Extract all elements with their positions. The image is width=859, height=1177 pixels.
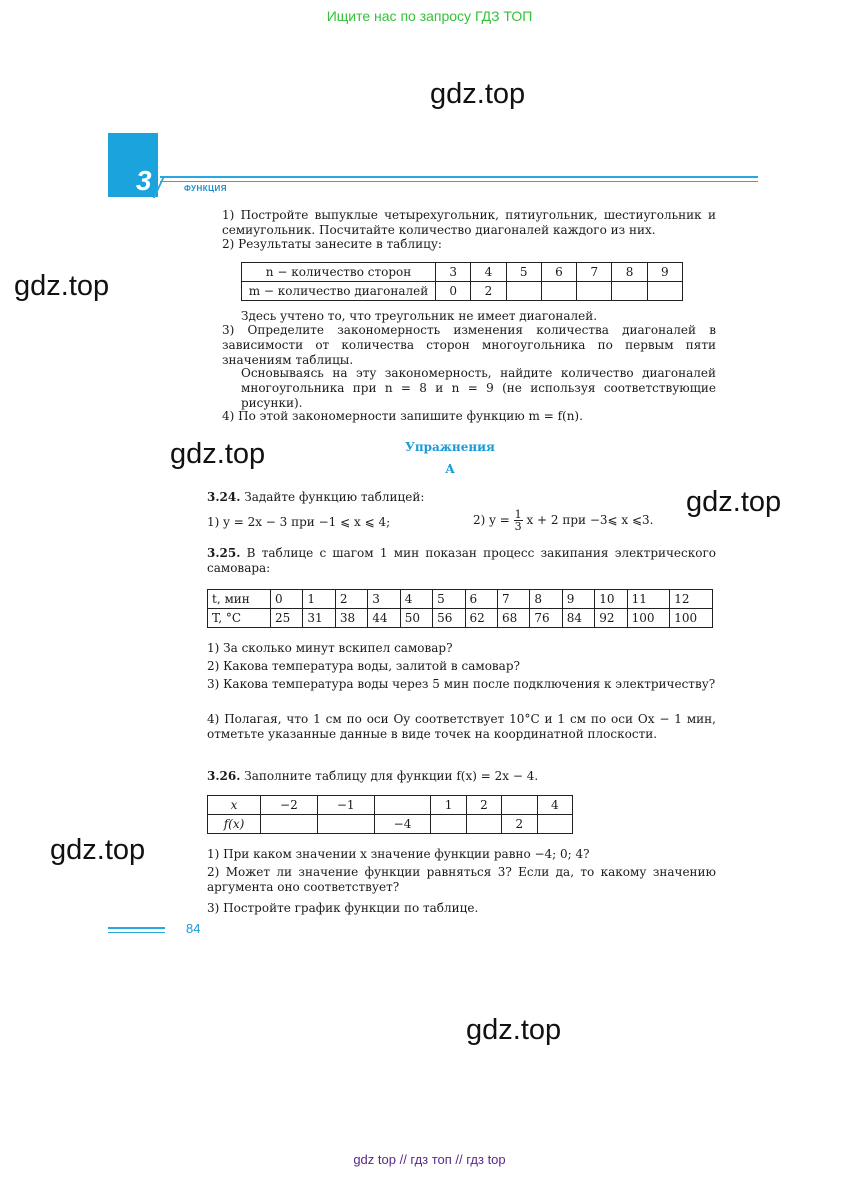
exercise-number: 3.24. xyxy=(207,490,241,504)
exercise-text: Задайте функцию таблицей: xyxy=(244,490,425,504)
table-cell: 10 xyxy=(595,590,627,609)
exercise-number: 3.25. xyxy=(207,546,241,560)
table-cell: 100 xyxy=(627,609,670,628)
page-rule xyxy=(108,927,165,929)
table-cell: 1 xyxy=(431,796,466,815)
exercise-3-25-q4: 4) Полагая, что 1 см по оси Oy соответствует 10°C и 1 см по оси Ox − 1 мин, отметьте указанные данные в виде точек на координатной плоскости. xyxy=(207,712,716,741)
exercise-number: 3.26. xyxy=(207,769,241,783)
row-header: m − количество диагоналей xyxy=(242,282,436,301)
exercise-3-24-part-2 xyxy=(473,509,713,532)
exercise-3-25-q3: 3) Какова температура воды через 5 мин после подключения к электричеству? xyxy=(207,677,716,691)
table-cell: 9 xyxy=(562,590,594,609)
task-item-1: 1) Постройте выпуклые четырехугольник, пятиугольник, шестиугольник и семиугольник. Посчитайте количество диагоналей каждого из них. xyxy=(222,208,716,237)
fraction xyxy=(514,509,523,532)
exercise-3-25-q1: 1) За сколько минут вскипел самовар? xyxy=(207,641,453,655)
exercise-3-24 xyxy=(207,490,707,505)
table-cell: 11 xyxy=(627,590,670,609)
table-cell: 8 xyxy=(612,263,647,282)
table-row xyxy=(208,796,573,815)
row-header: t, мин xyxy=(208,590,271,609)
row-header: n − количество сторон xyxy=(242,263,436,282)
exercise-3-26-q3: 3) Постройте график функции по таблице. xyxy=(207,901,479,915)
samovar-table xyxy=(207,589,713,628)
header-rule xyxy=(160,181,758,182)
table-cell: 2 xyxy=(335,590,367,609)
table-cell xyxy=(537,815,572,834)
exercises-level: А xyxy=(445,462,455,476)
table-cell: 9 xyxy=(647,263,682,282)
table-cell: 44 xyxy=(368,609,400,628)
chapter-number: 3 xyxy=(136,165,152,196)
table-cell: 6 xyxy=(465,590,497,609)
row-header: f(x) xyxy=(208,815,261,834)
function-table xyxy=(207,795,573,834)
table-cell: 1 xyxy=(303,590,335,609)
watermark: gdz.top xyxy=(14,270,110,302)
exercise-text: В таблице с шагом 1 мин показан процесс закипания электрического самовара: xyxy=(207,546,716,575)
table-cell: 4 xyxy=(400,590,432,609)
row-header: x xyxy=(208,796,261,815)
top-banner[interactable]: Ищите нас по запросу ГДЗ ТОП xyxy=(326,8,533,24)
table-cell: 0 xyxy=(271,590,303,609)
chapter-title: ФУНКЦИЯ xyxy=(184,184,228,193)
table-cell xyxy=(612,282,647,301)
table-cell: 2 xyxy=(502,815,537,834)
table-cell: −1 xyxy=(317,796,374,815)
task-item-2: 2) Результаты занесите в таблицу: xyxy=(222,237,442,251)
table-cell xyxy=(466,815,501,834)
task-item-3b: Основываясь на эту закономерность, найдите количество диагоналей многоугольника при n = 8 и n = 9 (не используя соответствующие рисунки). xyxy=(241,366,716,410)
table-row xyxy=(208,609,713,628)
part-2-prefix: 2) y = xyxy=(473,513,510,527)
fraction-denominator: 3 xyxy=(514,520,522,533)
task-item-3: 3) Определите закономерность изменения количества диагоналей в зависимости от количества сторон многоугольника по первым пяти значениям таблицы. xyxy=(222,323,716,367)
table-row xyxy=(208,815,573,834)
table-cell: −2 xyxy=(261,796,318,815)
table-cell: 4 xyxy=(537,796,572,815)
table-cell: 7 xyxy=(497,590,529,609)
exercise-text: Заполните таблицу для функции f(x) = 2x − 4. xyxy=(244,769,539,783)
table-cell: 92 xyxy=(595,609,627,628)
fraction-numerator: 1 xyxy=(514,508,522,521)
exercise-3-24-part-1: 1) y = 2x − 3 при −1 ⩽ x ⩽ 4; xyxy=(207,515,391,529)
watermark: gdz.top xyxy=(466,1014,562,1046)
table-cell: 0 xyxy=(436,282,471,301)
task-note: Здесь учтено то, что треугольник не имеет диагоналей. xyxy=(241,309,598,323)
task-item-4: 4) По этой закономерности запишите функцию m = f(n). xyxy=(222,409,583,423)
exercise-3-26 xyxy=(207,769,716,784)
part-2-suffix: x + 2 при −3⩽ x ⩽3. xyxy=(526,513,654,527)
table-cell: 31 xyxy=(303,609,335,628)
exercise-3-26-q1: 1) При каком значении x значение функции равно −4; 0; 4? xyxy=(207,847,590,861)
table-cell: 2 xyxy=(466,796,501,815)
footer-links[interactable]: gdz top // гдз топ // гдз top xyxy=(353,1152,506,1167)
table-cell: 6 xyxy=(541,263,576,282)
table-cell: 7 xyxy=(577,263,612,282)
exercise-3-26-q2: 2) Может ли значение функции равняться 3? Если да, то какому значению аргумента оно соответствует? xyxy=(207,865,716,894)
table-row xyxy=(242,263,683,282)
table-row xyxy=(208,590,713,609)
diagonals-table xyxy=(241,262,683,301)
table-cell: 5 xyxy=(506,263,541,282)
header-rule xyxy=(160,176,758,178)
table-cell: 2 xyxy=(471,282,506,301)
table-row xyxy=(242,282,683,301)
row-header: T, °C xyxy=(208,609,271,628)
watermark: gdz.top xyxy=(430,78,526,110)
table-cell xyxy=(502,796,537,815)
watermark: gdz.top xyxy=(50,834,146,866)
page-number: 84 xyxy=(186,921,201,936)
table-cell: 50 xyxy=(400,609,432,628)
table-cell xyxy=(541,282,576,301)
exercise-3-25-q2: 2) Какова температура воды, залитой в самовар? xyxy=(207,659,520,673)
table-cell xyxy=(261,815,318,834)
watermark: gdz.top xyxy=(170,438,266,470)
table-cell: 84 xyxy=(562,609,594,628)
exercises-heading: Упражнения xyxy=(405,440,495,454)
table-cell xyxy=(506,282,541,301)
table-cell: 12 xyxy=(670,590,713,609)
table-cell: 4 xyxy=(471,263,506,282)
table-cell: 8 xyxy=(530,590,562,609)
table-cell: 25 xyxy=(271,609,303,628)
table-cell: −4 xyxy=(374,815,431,834)
table-cell: 62 xyxy=(465,609,497,628)
table-cell: 100 xyxy=(670,609,713,628)
page-rule xyxy=(108,932,165,933)
table-cell: 5 xyxy=(433,590,465,609)
table-cell: 38 xyxy=(335,609,367,628)
exercise-3-25 xyxy=(207,546,716,576)
watermark: gdz.top xyxy=(686,486,782,518)
table-cell: 3 xyxy=(436,263,471,282)
table-cell: 3 xyxy=(368,590,400,609)
table-cell xyxy=(431,815,466,834)
table-cell: 76 xyxy=(530,609,562,628)
table-cell xyxy=(317,815,374,834)
table-cell: 56 xyxy=(433,609,465,628)
table-cell xyxy=(647,282,682,301)
table-cell: 68 xyxy=(497,609,529,628)
table-cell xyxy=(577,282,612,301)
table-cell xyxy=(374,796,431,815)
